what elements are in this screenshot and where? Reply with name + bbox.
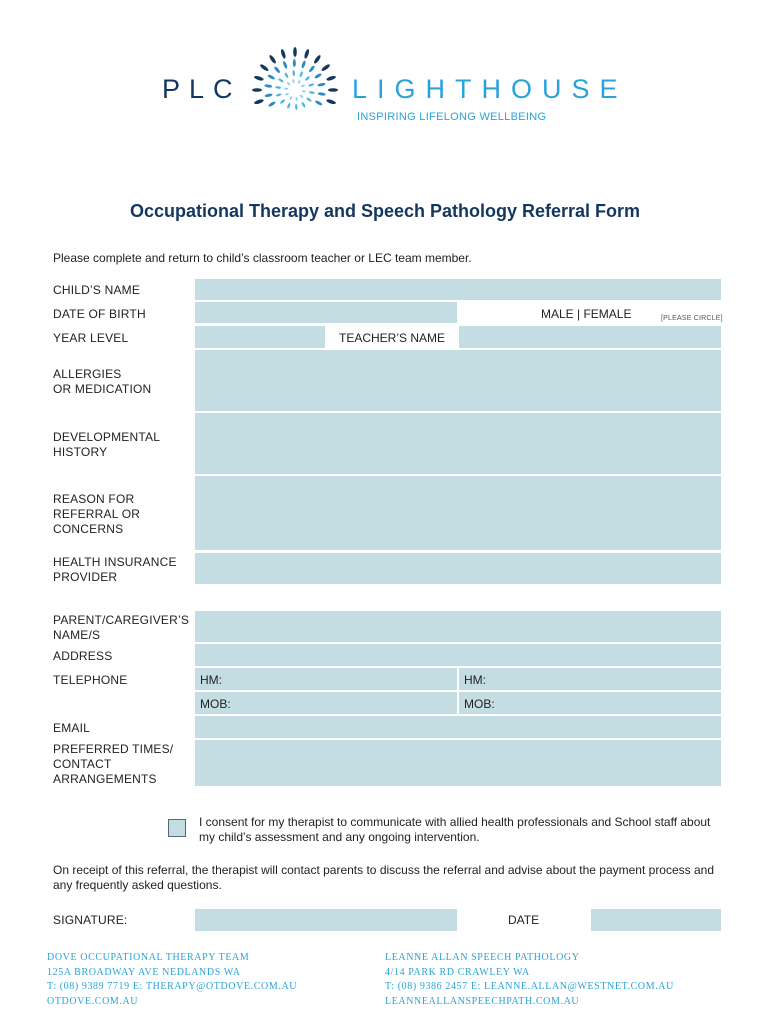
burst-petal: [276, 93, 282, 97]
footer-right-contact: [385, 951, 674, 1009]
burst-petal: [308, 83, 314, 87]
burst-petal: [278, 78, 284, 83]
burst-petal: [289, 96, 292, 100]
burst-petal: [292, 70, 295, 76]
reason-label-line2: REFERRAL OR: [53, 507, 141, 521]
burst-petal: [301, 60, 306, 69]
burst-petal: [303, 49, 310, 60]
allergies-field[interactable]: [195, 350, 721, 411]
allergies-label-line2: OR MEDICATION: [53, 382, 152, 396]
health-insurance-label: [53, 555, 177, 585]
address-field[interactable]: [195, 644, 721, 666]
burst-petal: [254, 75, 265, 82]
telephone-label: TELEPHONE: [53, 673, 128, 687]
burst-petal: [275, 86, 281, 89]
date-label: DATE: [508, 913, 540, 927]
teachers-name-field[interactable]: [459, 326, 721, 348]
developmental-label-line1: DEVELOPMENTAL: [53, 430, 161, 444]
burst-petal: [287, 82, 291, 86]
preferred-label-line2: CONTACT: [53, 757, 112, 771]
mobile-phone-label-2: MOB:: [464, 697, 495, 711]
burst-petal: [317, 82, 325, 87]
burst-petal: [284, 87, 288, 89]
burst-petal: [268, 54, 277, 64]
receipt-note: On receipt of this referral, the therapist will contact parents to discuss the referral and advise about the payment process and any frequently asked questions.: [53, 863, 715, 892]
insurance-label-line1: HEALTH INSURANCE: [53, 555, 177, 569]
home-phone-label-2: HM:: [464, 673, 486, 687]
burst-petal: [264, 84, 272, 88]
burst-petal: [280, 99, 286, 105]
form-instruction: Please complete and return to child’s classroom teacher or LEC team member.: [53, 251, 472, 265]
footer-right-line2: 4/14 PARK RD CRAWLEY WA: [385, 966, 530, 978]
burst-petal: [295, 104, 298, 110]
logo-lighthouse-text: LIGHTHOUSE: [352, 74, 628, 104]
teachers-name-label: TEACHER’S NAME: [339, 331, 446, 345]
childs-name-label: CHILD’S NAME: [53, 283, 141, 297]
footer-left-line1: DOVE OCCUPATIONAL THERAPY TEAM: [47, 952, 250, 963]
logo-tagline: INSPIRING LIFELONG WELLBEING: [357, 111, 547, 123]
telephone-home-field-1[interactable]: [195, 668, 457, 690]
please-circle-note: [PLEASE CIRCLE]: [661, 315, 723, 322]
developmental-history-label: [53, 430, 160, 460]
home-phone-label-1: HM:: [200, 673, 222, 687]
footer-left-contact: [47, 951, 297, 1009]
reason-label-line1: REASON FOR: [53, 492, 135, 506]
email-label: EMAIL: [53, 721, 91, 735]
burst-petal: [293, 59, 296, 67]
year-level-label: YEAR LEVEL: [53, 331, 129, 345]
parent-caregiver-label: [53, 613, 189, 643]
burst-petal: [301, 102, 306, 108]
logo-plc-text: PLC: [162, 74, 242, 104]
year-level-field[interactable]: [195, 326, 325, 348]
burst-petal: [304, 76, 310, 82]
burst-petal: [282, 61, 288, 70]
developmental-label-line2: HISTORY: [53, 445, 108, 459]
preferred-label-line3: ARRANGEMENTS: [53, 772, 157, 786]
parent-caregiver-field[interactable]: [195, 611, 721, 642]
preferred-label-line1: PREFERRED TIMES/: [53, 742, 174, 756]
footer-left-line2: 125A BROADWAY AVE NEDLANDS WA: [47, 966, 241, 978]
email-field[interactable]: [195, 716, 721, 738]
burst-petal: [309, 91, 315, 94]
reason-label-line3: CONCERNS: [53, 522, 124, 536]
burst-petal: [273, 66, 281, 74]
signature-label: SIGNATURE:: [53, 913, 128, 927]
consent-checkbox[interactable]: [168, 819, 186, 837]
burst-petal: [313, 54, 322, 64]
burst-petal: [299, 71, 303, 77]
burst-petal: [284, 72, 289, 78]
reason-for-referral-field[interactable]: [195, 476, 721, 550]
burst-petal: [326, 98, 337, 105]
burst-petal: [280, 49, 287, 60]
burst-petal: [328, 88, 338, 92]
burst-petal: [252, 88, 262, 92]
burst-petal: [295, 97, 297, 101]
date-of-birth-field[interactable]: [195, 302, 457, 323]
burst-petal: [264, 93, 272, 98]
childs-name-field[interactable]: [195, 279, 721, 300]
parent-label-line2: NAME/S: [53, 628, 101, 642]
burst-petal: [301, 84, 305, 87]
burst-petal: [293, 47, 297, 57]
preferred-times-label: [53, 742, 173, 787]
burst-petal: [285, 92, 289, 95]
burst-petal: [299, 94, 303, 98]
health-insurance-field[interactable]: [195, 553, 721, 584]
burst-petal: [321, 63, 331, 72]
footer-right-line1: LEANNE ALLAN SPEECH PATHOLOGY: [385, 952, 580, 963]
burst-petal: [314, 100, 322, 106]
preferred-times-field[interactable]: [195, 740, 721, 786]
burst-petal: [318, 92, 326, 96]
burst-petal: [268, 101, 276, 108]
footer-right-line4: LEANNEALLANSPEECHPATH.COM.AU: [385, 995, 580, 1007]
footer-left-line4: OTDOVE.COM.AU: [47, 995, 139, 1007]
burst-petal: [259, 63, 269, 72]
footer-left-line3: T: (08) 9389 7719 E: THERAPY@OTDOVE.COM.AU: [47, 981, 298, 992]
allergies-label-line1: ALLERGIES: [53, 367, 122, 381]
insurance-label-line2: PROVIDER: [53, 570, 118, 584]
telephone-mobile-field-1[interactable]: [195, 692, 457, 714]
reason-for-referral-label: [53, 492, 140, 537]
consent-text: I consent for my therapist to communicate with allied health professionals and School staff about my child’s assessment and any ongoing intervention.: [199, 815, 711, 844]
mobile-phone-label-1: MOB:: [200, 697, 231, 711]
form-title: Occupational Therapy and Speech Pathology Referral Form: [129, 201, 641, 221]
burst-petal: [326, 75, 337, 82]
footer-right-line3: T: (08) 9386 2457 E: LEANNE.ALLAN@WESTNET.COM.AU: [385, 981, 674, 992]
allergies-label: [53, 367, 151, 397]
burst-petal: [297, 80, 300, 84]
parent-label-line1: PARENT/CAREGIVER’S: [53, 613, 190, 627]
address-label: ADDRESS: [53, 649, 113, 663]
burst-petal: [302, 90, 306, 92]
burst-petal: [292, 79, 294, 83]
date-of-birth-label: DATE OF BIRTH: [53, 307, 146, 321]
burst-petal: [254, 98, 265, 105]
telephone-mobile-field-2[interactable]: [459, 692, 721, 714]
lighthouse-burst-icon: [240, 40, 350, 140]
gender-options[interactable]: MALE | FEMALE: [541, 307, 632, 321]
date-field[interactable]: [591, 909, 721, 931]
burst-petal: [314, 73, 322, 80]
telephone-home-field-2[interactable]: [459, 668, 721, 690]
burst-petal: [287, 103, 291, 109]
burst-petal: [306, 97, 312, 102]
burst-petal: [308, 65, 315, 73]
burst-petal: [267, 74, 275, 80]
signature-field[interactable]: [195, 909, 457, 931]
developmental-history-field[interactable]: [195, 413, 721, 474]
